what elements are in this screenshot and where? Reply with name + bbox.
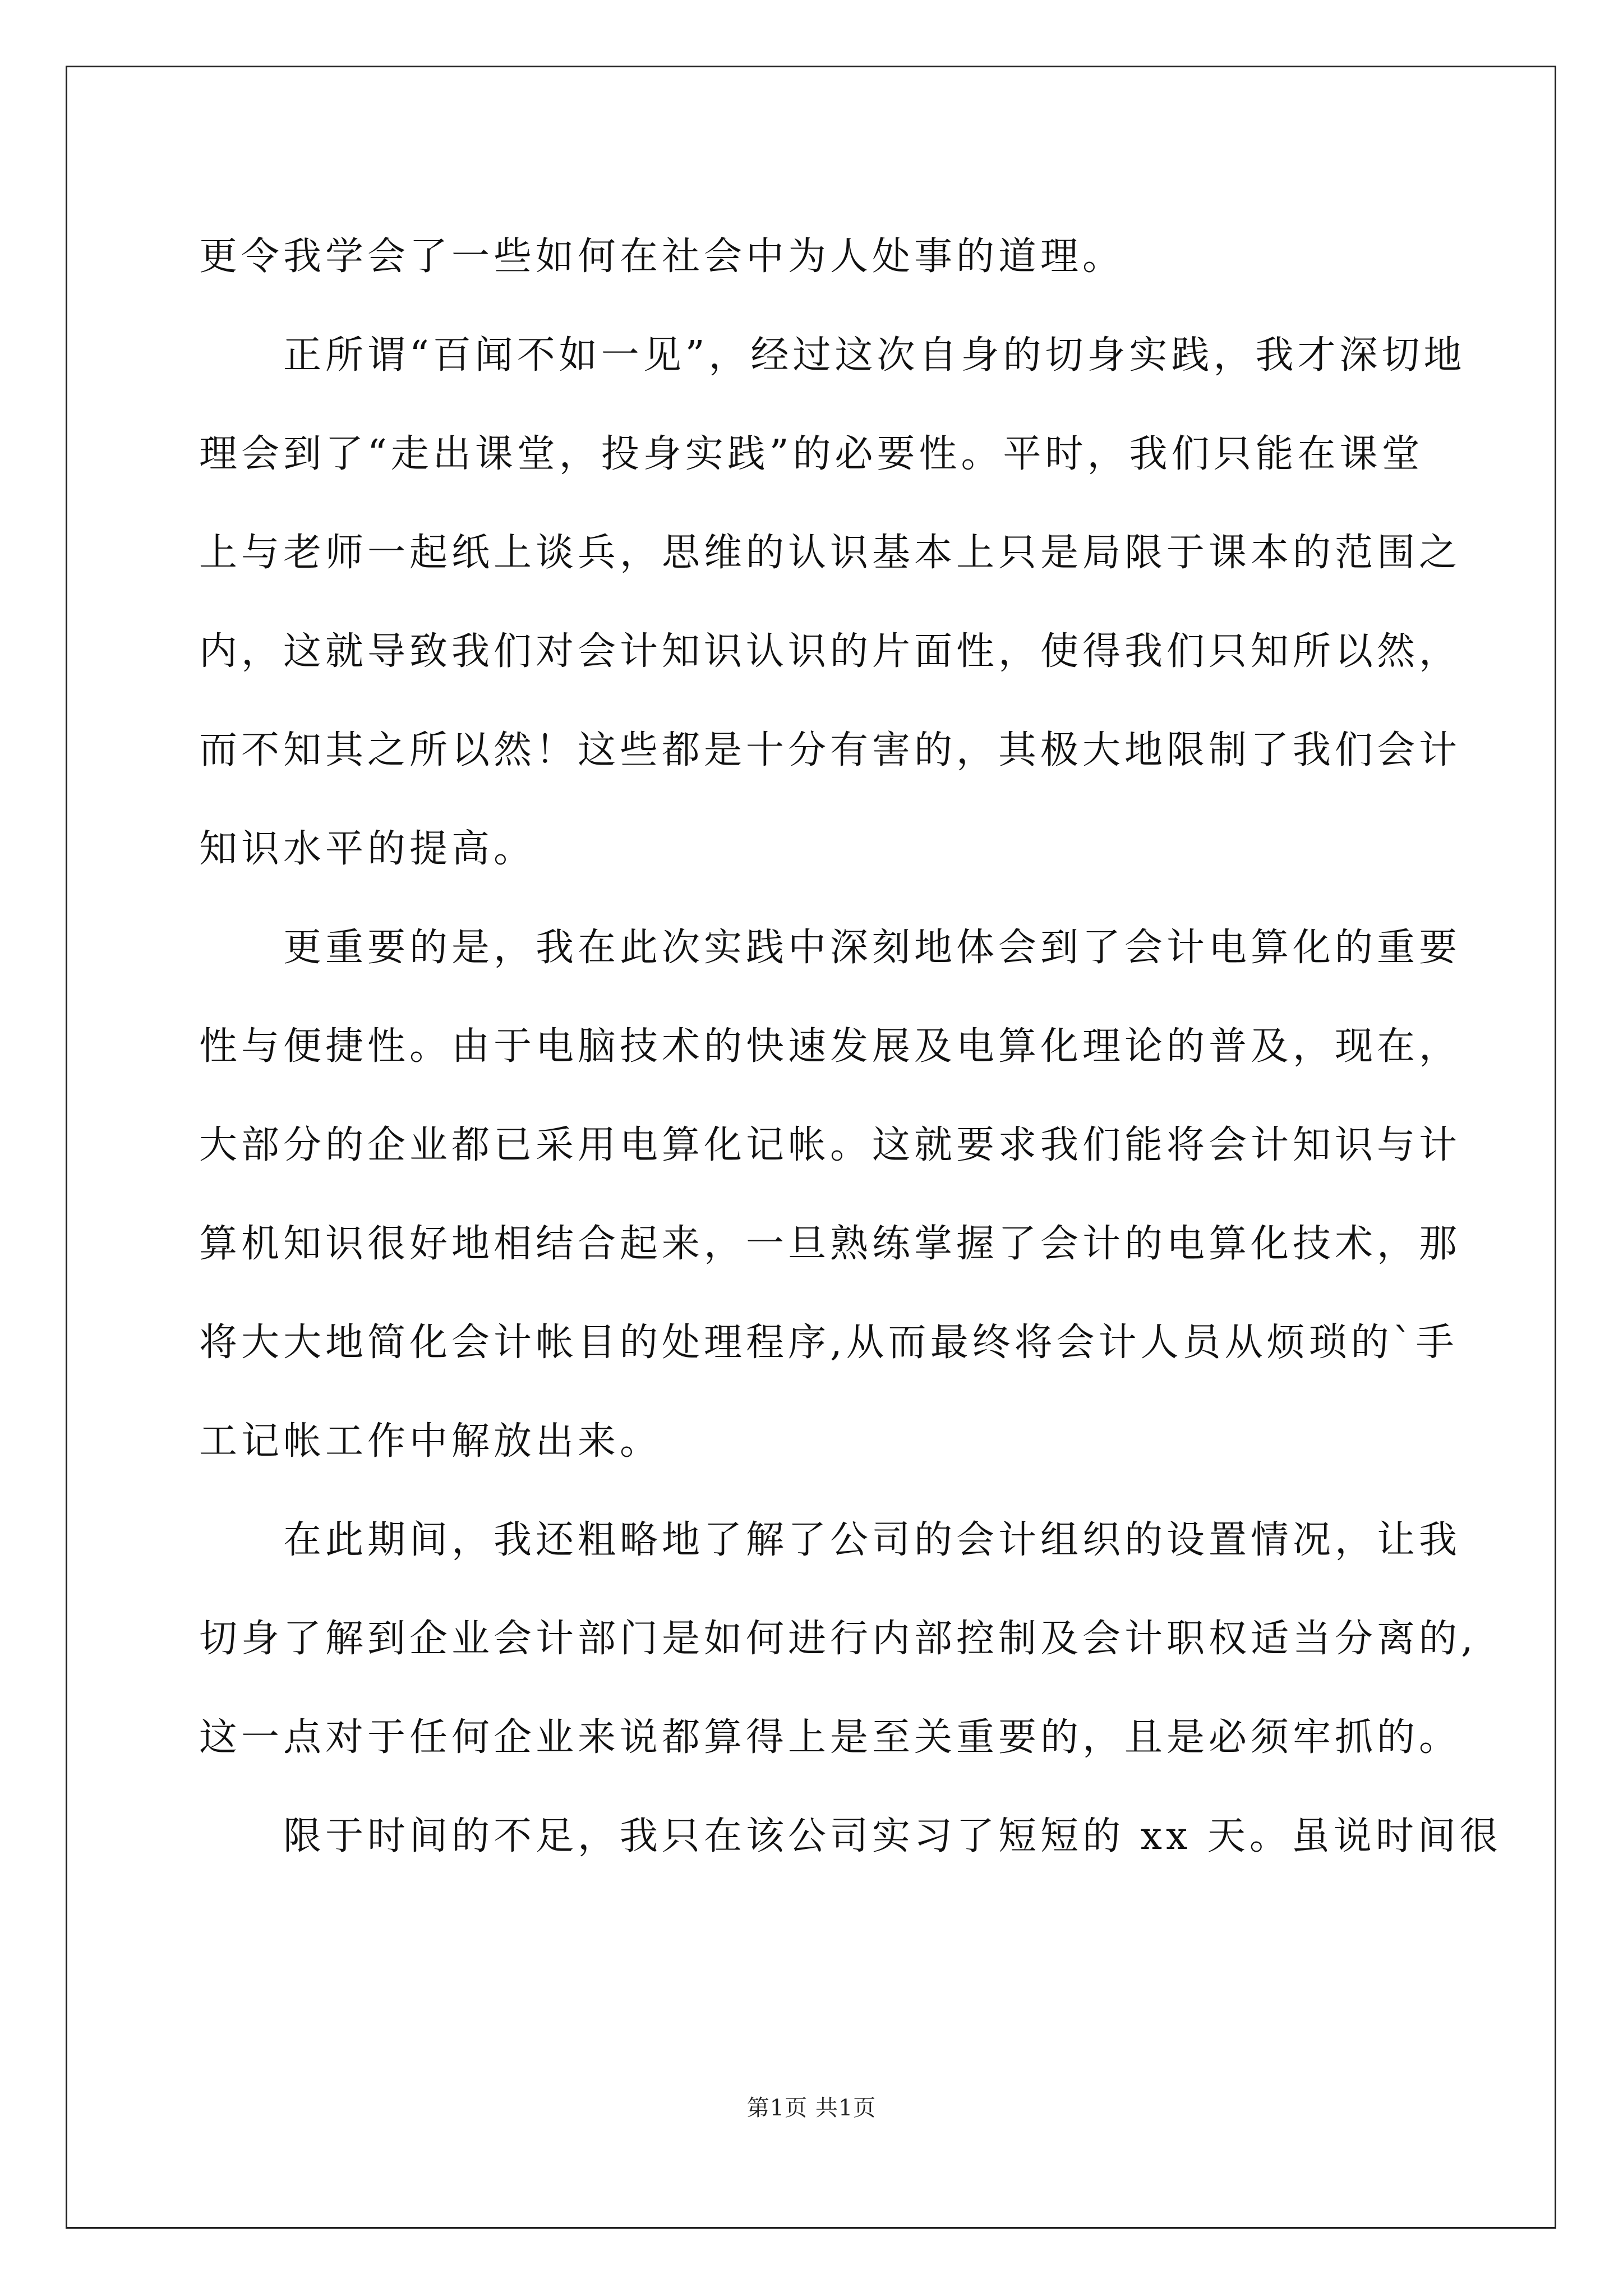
text-line-1: 更令我学会了一些如何在社会中为人处事的道理。 [199, 234, 1125, 279]
text-line-13: 工记帐工作中解放出来。 [199, 1419, 662, 1464]
document-body [199, 208, 1502, 1886]
text-line-15: 切身了解到企业会计部门是如何进行内部控制及会计职权适当分离的, [199, 1617, 1477, 1661]
text-line-16: 这一点对于任何企业来说都算得上是至关重要的，且是必须牢抓的。 [199, 1715, 1461, 1760]
text-line-8: 更重要的是，我在此次实践中深刻地体会到了会计电算化的重要 [283, 926, 1461, 970]
text-line-14: 在此期间，我还粗略地了解了公司的会计组织的设置情况，让我 [283, 1518, 1461, 1562]
text-line-7: 知识水平的提高。 [199, 827, 536, 871]
text-line-9: 性与便捷性。由于电脑技术的快速发展及电算化理论的普及，现在， [199, 1024, 1461, 1069]
text-line-17: 限于时间的不足，我只在该公司实习了短短的 xx 天。虽说时间很 [283, 1814, 1502, 1858]
text-line-12: 将大大地简化会计帐目的处理程序,从而最终将会计人员从烦琐的`手 [199, 1320, 1458, 1365]
text-line-6: 而不知其之所以然！这些都是十分有害的，其极大地限制了我们会计 [199, 728, 1461, 772]
text-line-11: 算机知识很好地相结合起来，一旦熟练掌握了会计的电算化技术，那 [199, 1222, 1461, 1266]
text-line-5: 内，这就导致我们对会计知识认识的片面性，使得我们只知所以然， [199, 629, 1461, 674]
text-line-10: 大部分的企业都已采用电算化记帐。这就要求我们能将会计知识与计 [199, 1123, 1461, 1167]
text-line-3: 理会到了“走出课堂，投身实践”的必要性。平时，我们只能在课堂 [199, 432, 1424, 476]
text-line-2: 正所谓“百闻不如一见”，经过这次自身的切身实践，我才深切地 [283, 333, 1466, 378]
text-line-4: 上与老师一起纸上谈兵，思维的认识基本上只是局限于课本的范围之 [199, 531, 1461, 575]
page-footer: 第1页 共1页 [746, 2095, 877, 2121]
